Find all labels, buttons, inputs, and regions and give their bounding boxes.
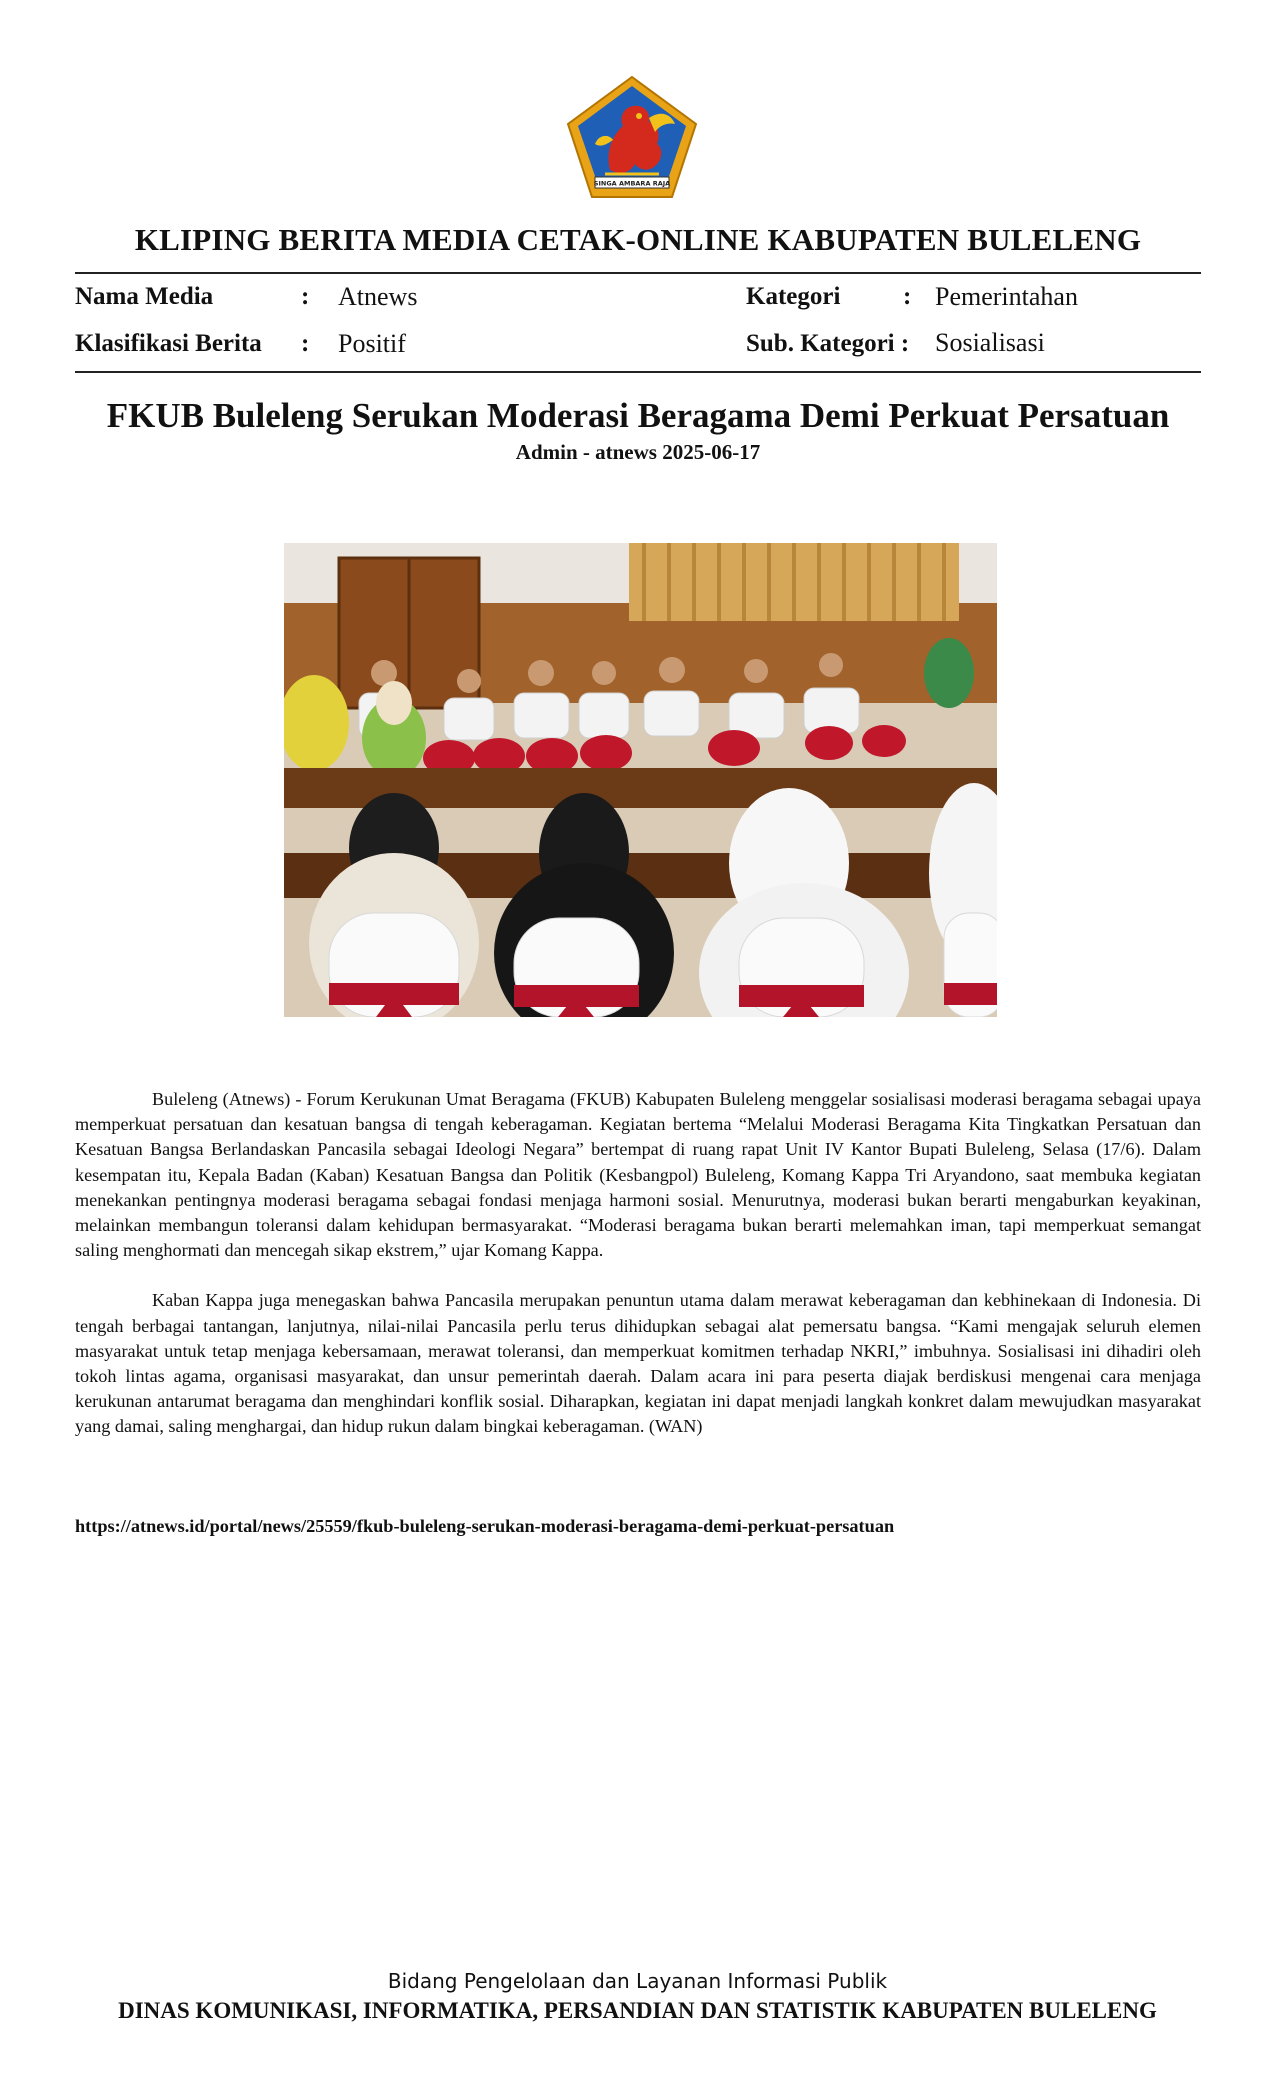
header-divider-bottom — [75, 371, 1201, 373]
article-paragraph-1: Buleleng (Atnews) - Forum Kerukunan Umat Beragama (FKUB) Kabupaten Buleleng menggelar sosialisasi moderasi beragama sebagai upaya memperkuat persatuan dan kesatuan bangsa di tengah keberagaman. Kegiatan bertema “Melalui Moderasi Beragama Kita Tingkatkan Persatuan dan Kesatuan Bangsa Berlandaskan Pancasila sebagai Ideologi Negara” bertempat di ruang rapat Unit IV Kantor Bupati Buleleng, Selasa (17/6). Dalam kesempatan itu, Kepala Badan (Kaban) Kesatuan Bangsa dan Politik (Kesbangpol) Buleleng, Komang Kappa Tri Aryandono, saat membuka kegiatan menekankan pentingnya moderasi beragama sebagai fondasi menjaga harmoni sosial. Menurutnya, moderasi bukan berarti mengaburkan keyakinan, melainkan membangun toleransi dalam kehidupan bermasyarakat. “Moderasi beragama bukan berarti melemahkan iman, tapi memperkuat semangat saling menghormati dan mencegah sikap ekstrem,” ujar Komang Kappa. — [75, 1089, 1201, 1261]
article-paragraph-2: Kaban Kappa juga menegaskan bahwa Pancasila merupakan penuntun utama dalam merawat keberagaman dan kebhinekaan di Indonesia. Di tengah berbagai tantangan, lanjutnya, nilai-nilai Pancasila perlu terus dihidupkan sebagai alat pemersatu bangsa. “Kami mengajak seluruh elemen masyarakat untuk tetap menjaga kebersamaan, merawat toleransi, dan memperkuat komitmen terhadap NKRI,” imbuhnya. Sosialisasi ini dihadiri oleh tokoh lintas agama, organisasi masyarakat, dan unsur pemerintah daerah. Dalam acara ini para peserta diajak berdiskusi mengenai cara menjaga kerukunan antarumat beragama dan menghindari konflik sosial. Diharapkan, kegiatan ini dapat menjadi langkah konkret dalam mewujudkan masyarakat yang damai, saling menghargai, dan hidup rukun dalam bingkai keberagaman. (WAN) — [75, 1290, 1201, 1437]
footer-agency: DINAS KOMUNIKASI, INFORMATIKA, PERSANDIAN DAN STATISTIK KABUPATEN BULELENG — [118, 1998, 1157, 2023]
article-photo — [284, 543, 997, 1017]
article-body — [75, 1087, 1201, 1465]
klasifikasi-colon: : — [301, 330, 310, 357]
buleleng-coat-of-arms-icon — [565, 74, 699, 200]
media-colon: : — [301, 283, 310, 310]
kategori-value: Pemerintahan — [935, 282, 1078, 311]
source-url[interactable]: https://atnews.id/portal/news/25559/fkub-buleleng-serukan-moderasi-beragama-demi-perkuat-persatuan — [75, 1516, 895, 1536]
kategori-label: Kategori — [746, 283, 841, 310]
article-byline: Admin - atnews 2025-06-17 — [515, 440, 761, 464]
klasifikasi-value: Positif — [338, 329, 406, 358]
header-divider-top — [75, 272, 1201, 274]
kategori-colon: : — [903, 283, 912, 310]
klasifikasi-label: Klasifikasi Berita — [75, 330, 262, 357]
media-value: Atnews — [338, 282, 418, 311]
sub-kategori-value: Sosialisasi — [935, 328, 1045, 357]
footer-division: Bidang Pengelolaan dan Layanan Informasi Publik — [387, 1969, 888, 1993]
svg-text:SINGA AMBARA RAJA: SINGA AMBARA RAJA — [593, 179, 671, 188]
sub-kategori-label: Sub. Kategori : — [746, 330, 910, 357]
media-label: Nama Media — [75, 283, 214, 310]
article-title: FKUB Buleleng Serukan Moderasi Beragama Demi Perkuat Persatuan — [106, 396, 1170, 435]
document-header-title: KLIPING BERITA MEDIA CETAK-ONLINE KABUPATEN BULELENG — [134, 222, 1142, 257]
